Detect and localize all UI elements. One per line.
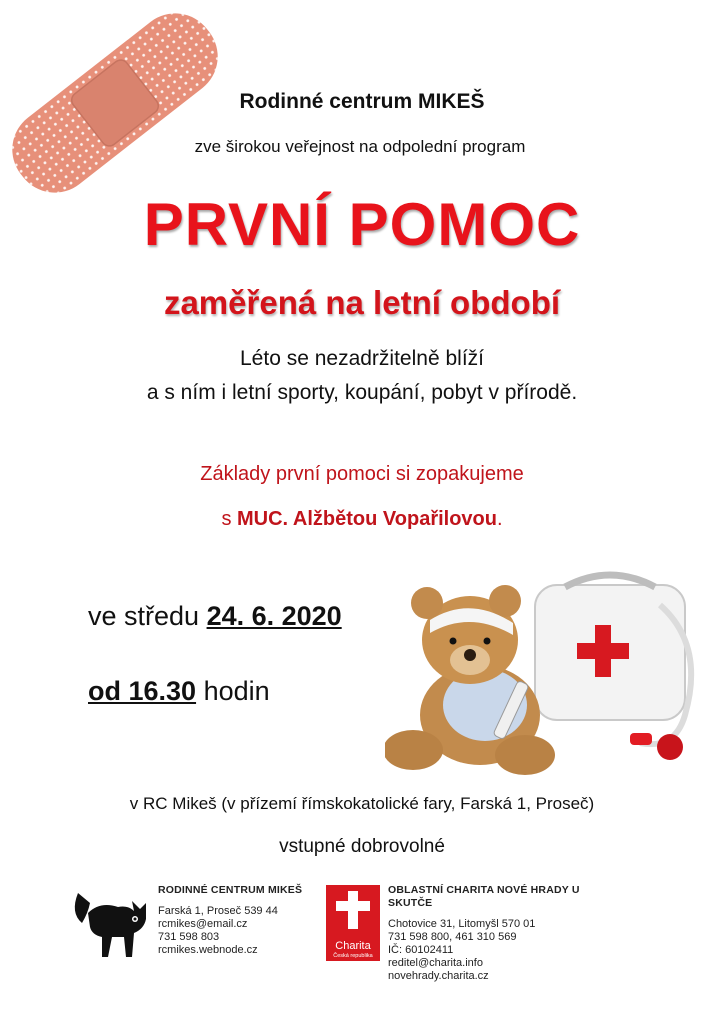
charita-phones: 731 598 800, 461 310 569 <box>388 931 517 943</box>
date-prefix: ve středu <box>88 601 207 631</box>
event-time: od 16.30 <box>88 676 197 706</box>
charita-logo-text: Charita <box>335 940 371 952</box>
charita-logo <box>326 885 380 961</box>
sub-title: zaměřená na letní období <box>163 284 561 321</box>
charita-address: Chotovice 31, Litomyšl 570 01 <box>388 918 536 930</box>
event-date-line <box>88 601 342 632</box>
invite-text: zve širokou veřejnost na odpolední program <box>194 137 526 156</box>
main-title: PRVNÍ POMOC <box>143 191 581 258</box>
basics-suffix: . <box>497 508 503 530</box>
basics-line-1: Základy první pomoci si zopakujeme <box>200 463 524 485</box>
teddy-bear-first-aid-illustration <box>385 565 720 780</box>
rc-address: Farská 1, Proseč 539 44 <box>158 905 278 917</box>
charita-web: novehrady.charita.cz <box>388 970 489 982</box>
charita-name: OBLASTNÍ CHARITA NOVÉ HRADY U SKUTČE <box>388 884 580 909</box>
charita-cross-icon <box>326 885 380 935</box>
basics-prefix: s <box>221 508 237 530</box>
time-suffix: hodin <box>196 676 270 706</box>
entry-fee: vstupné dobrovolné <box>279 836 445 857</box>
event-time-line <box>88 676 270 707</box>
intro-line-1: Léto se nezadržitelně blíží <box>240 347 484 370</box>
lecturer-name: MUC. Alžbětou Vopařilovou <box>237 508 497 530</box>
black-cat-logo <box>68 883 152 963</box>
charita-contact-block <box>388 884 620 983</box>
rc-phone: 731 598 803 <box>158 931 220 943</box>
rc-web: rcmikes.webnode.cz <box>158 944 258 956</box>
basics-line-2 <box>0 508 724 531</box>
event-place: v RC Mikeš (v přízemí římskokatolické fary, Farská 1, Proseč) <box>129 794 595 813</box>
charita-email: reditel@charita.info <box>388 957 483 969</box>
event-date: 24. 6. 2020 <box>206 601 342 631</box>
rc-email: rcmikes@email.cz <box>158 918 248 930</box>
rc-name: RODINNÉ CENTRUM MIKEŠ <box>158 884 303 896</box>
charita-logo-subtext: Česká republika <box>333 953 373 959</box>
intro-line-2: a s ním i letní sporty, koupání, pobyt v přírodě. <box>146 381 578 404</box>
organizer-title: Rodinné centrum MIKEŠ <box>239 90 485 113</box>
charita-ic: IČ: 60102411 <box>388 944 454 956</box>
rc-contact-block <box>158 884 328 957</box>
